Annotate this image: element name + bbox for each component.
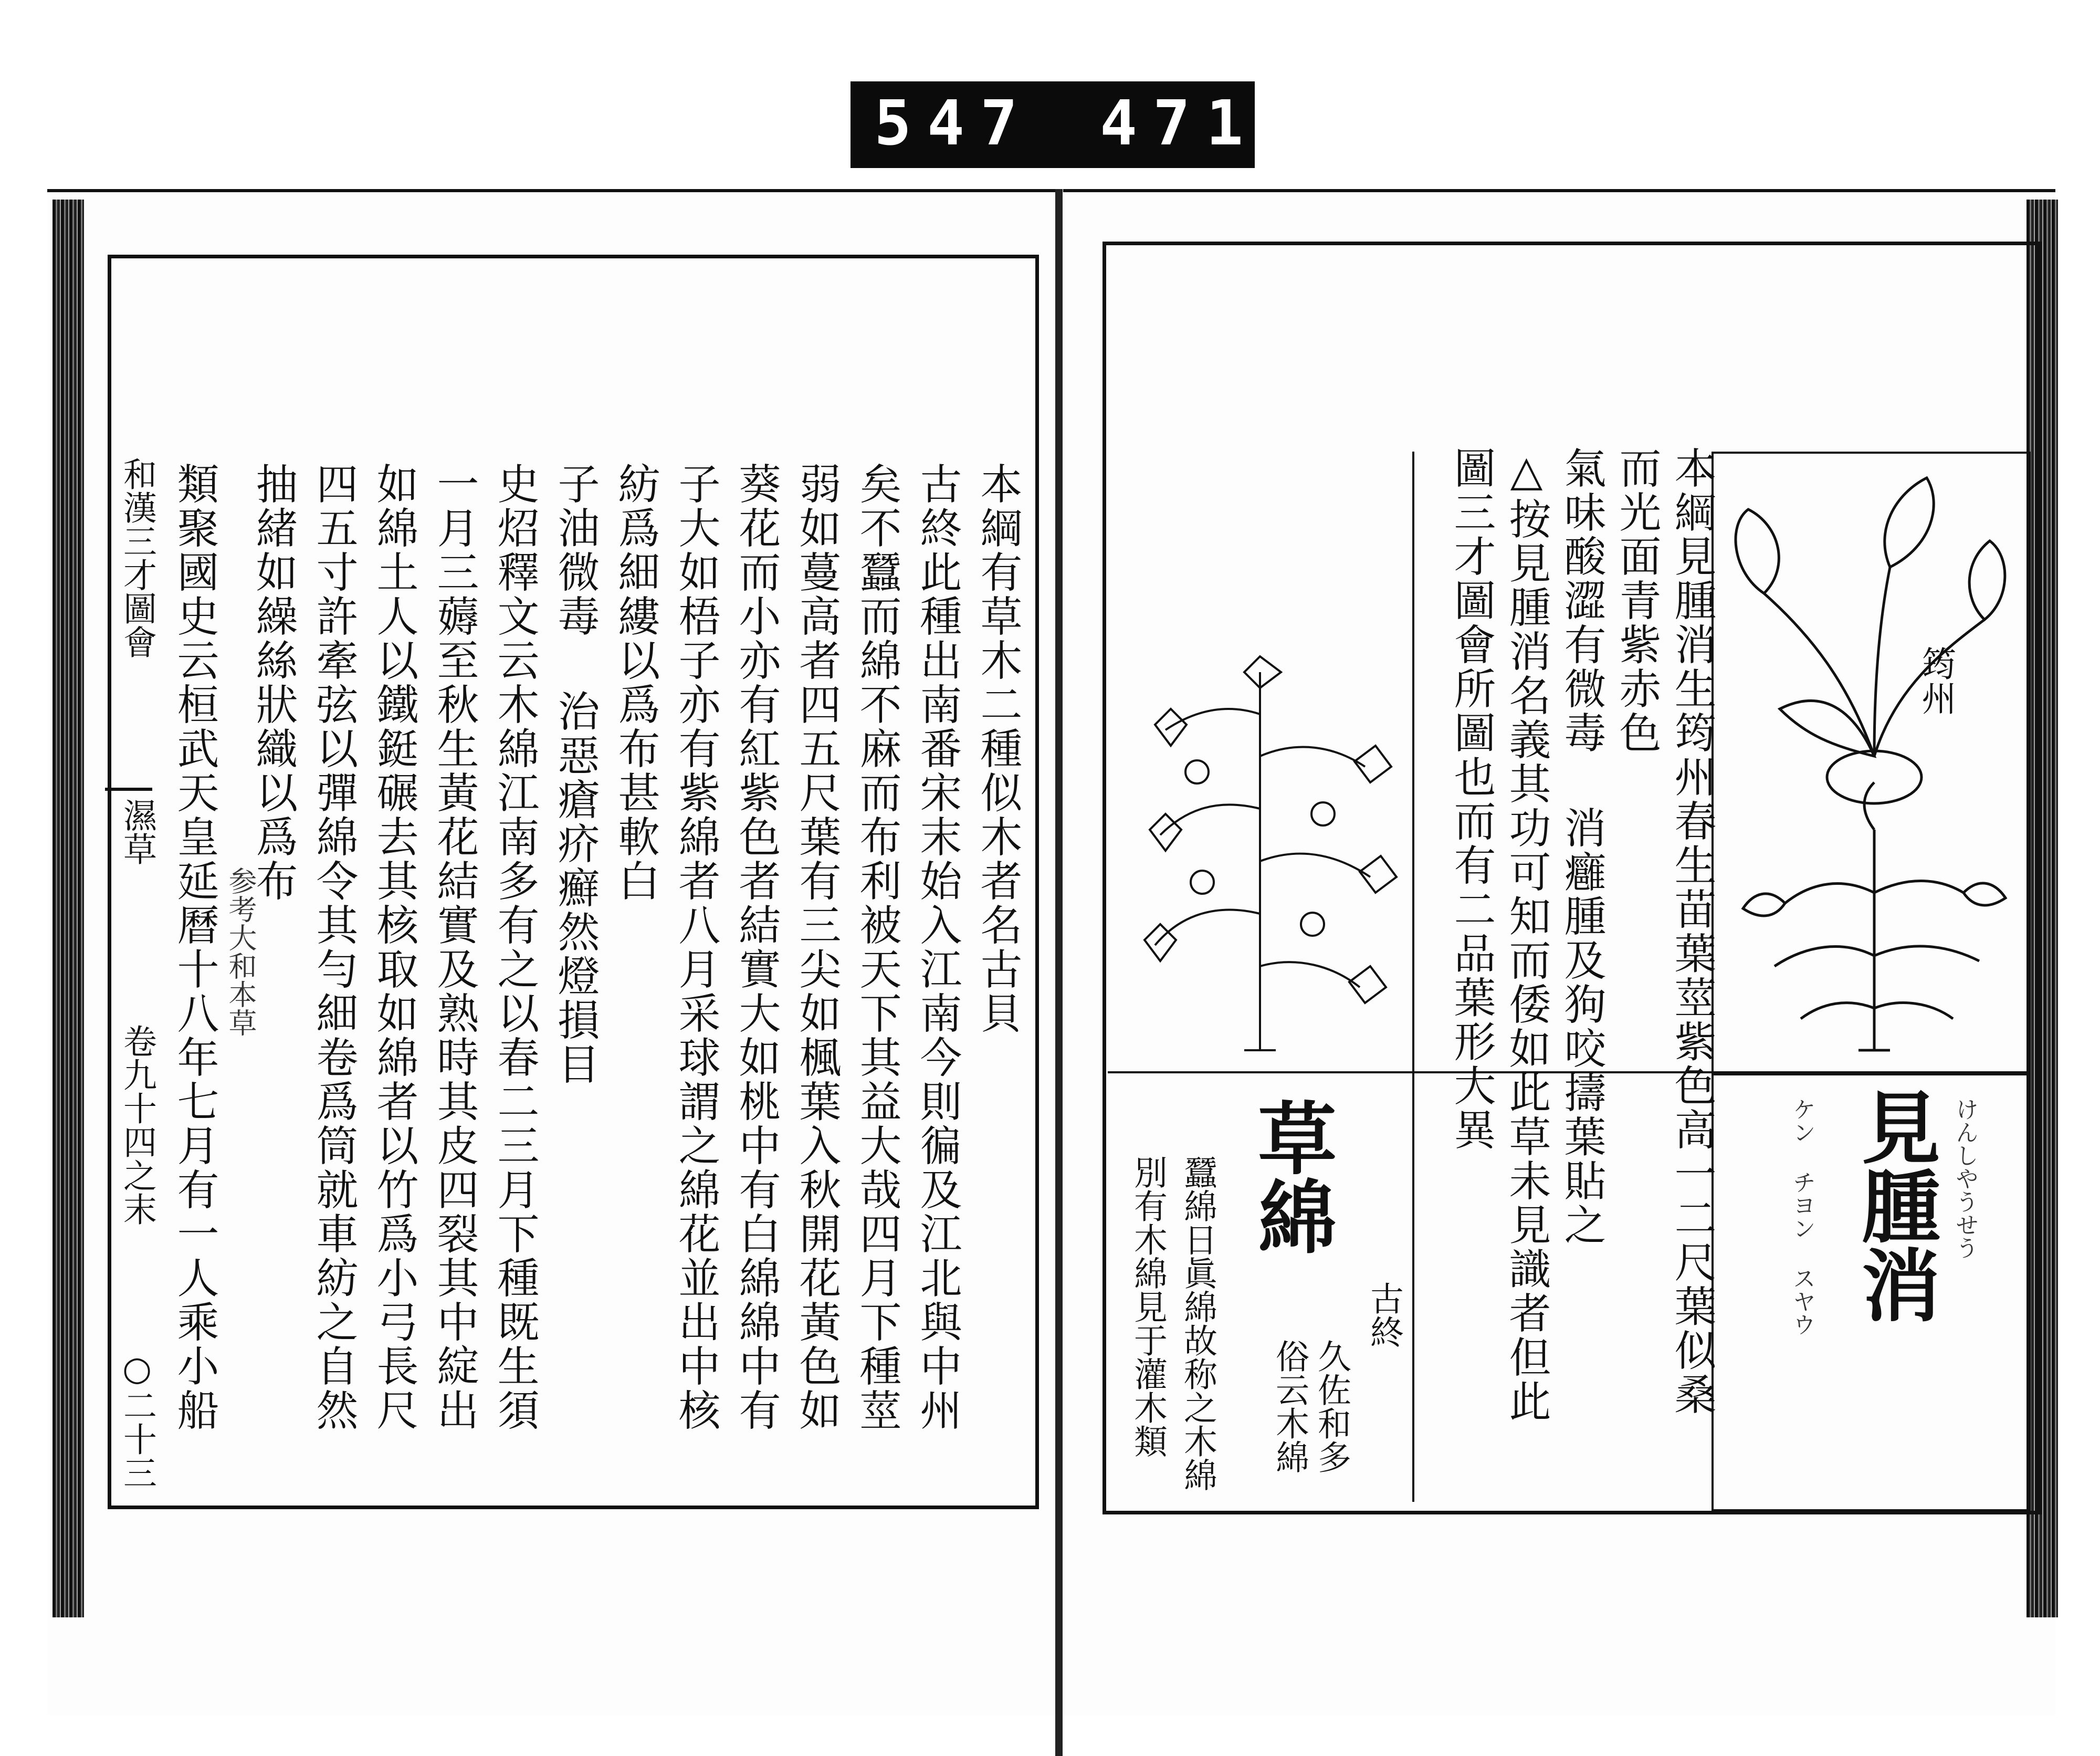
- entry-title-cotton: 草綿: [1244, 1098, 1337, 1255]
- text-column: 四五寸許牽弦以彈綿令其勻細卷爲筒就車紡之自然: [309, 462, 358, 1433]
- volume-label: 卷九十四之末: [118, 1024, 156, 1226]
- text-column: 抽緒如繰絲狀織以爲布: [249, 462, 298, 903]
- stamp-right-number: 471.: [1100, 87, 1312, 159]
- cotton-reading: 久佐和多: [1312, 1339, 1351, 1473]
- cotton-alt-name: 古終: [1364, 1281, 1403, 1349]
- cotton-text-column: 蠶綿日眞綿故称之木綿: [1178, 1155, 1217, 1491]
- cotton-common-name: 俗云木綿: [1270, 1339, 1309, 1473]
- text-column: 而光面青紫赤色: [1612, 446, 1661, 755]
- stamp-left-number: 547: [874, 87, 1034, 159]
- text-column: 本綱見腫消生筠州春生苗葉莖紫色高一二尺葉似桑: [1667, 446, 1716, 1417]
- entry-handwritten-annotation: けんしやうせう: [1951, 1098, 1978, 1259]
- section-name: 濕草: [118, 798, 156, 865]
- text-column: 葵花而小亦有紅紫色者結實大如桃中有白綿綿中有: [732, 462, 781, 1433]
- book-spine: [1055, 189, 1063, 1756]
- archive-number-stamp: [850, 81, 1312, 168]
- text-column: 一月三薅至秋生黃花結實及熟時其皮四裂其中綻出: [430, 462, 479, 1433]
- text-column: △按見腫消名義其功可知而倭如此草未見識者但此: [1502, 446, 1551, 1424]
- book-title: 和漢三才圖會: [118, 457, 156, 659]
- text-column: 圖三才圖會所圖也而有二品葉形大異: [1447, 446, 1496, 1152]
- text-column: 如綿土人以鐵鋌碾去其核取如綿者以竹爲小弓長尺: [370, 462, 418, 1433]
- text-column: 古終此種出南番宋末始入江南今則徧及江北與中州: [913, 462, 962, 1433]
- text-column: 紡爲細縷以爲布甚軟白: [611, 462, 660, 903]
- text-column: 史炤釋文云木綿江南多有之以春二三月下種既生須: [490, 462, 539, 1433]
- text-column: 類聚國史云桓武天皇延曆十八年七月有一人乘小船: [170, 462, 219, 1433]
- cotton-text-column: 別有木綿見于灌木類: [1128, 1155, 1167, 1458]
- plant-illustration-kenshusho: [1717, 462, 2021, 1066]
- plant-illustration-cotton: [1113, 651, 1407, 1061]
- text-column: 子油微毒 治惡瘡疥癬然燈損目: [551, 462, 600, 1086]
- text-divider: [1412, 452, 1414, 1502]
- text-column: 氣味酸澀有微毒 消癰腫及狗咬擣葉貼之: [1557, 446, 1606, 1247]
- left-page-edge: [52, 200, 84, 1617]
- text-column: 子大如梧子亦有紫綿者八月采球謂之綿花並出中核: [671, 462, 720, 1433]
- text-column: 本綱有草木二種似木者名古貝: [973, 462, 1022, 1036]
- handwritten-annotation: 参考大和本草: [224, 866, 257, 1037]
- entry-reading: ケン チヨン スヤウ: [1789, 1098, 1815, 1336]
- title-divider: [105, 788, 152, 791]
- text-column: 矣不蠶而綿不麻而布利被天下其益大哉四月下種莖: [853, 462, 901, 1433]
- entry-title-kenshusho: 見腫消: [1848, 1087, 1940, 1323]
- page-number: ○二十三: [118, 1350, 156, 1489]
- text-column: 弱如蔓高者四五尺葉有三尖如楓葉入秋開花黃色如: [792, 462, 841, 1433]
- plant-label: 筠州: [1916, 646, 1956, 715]
